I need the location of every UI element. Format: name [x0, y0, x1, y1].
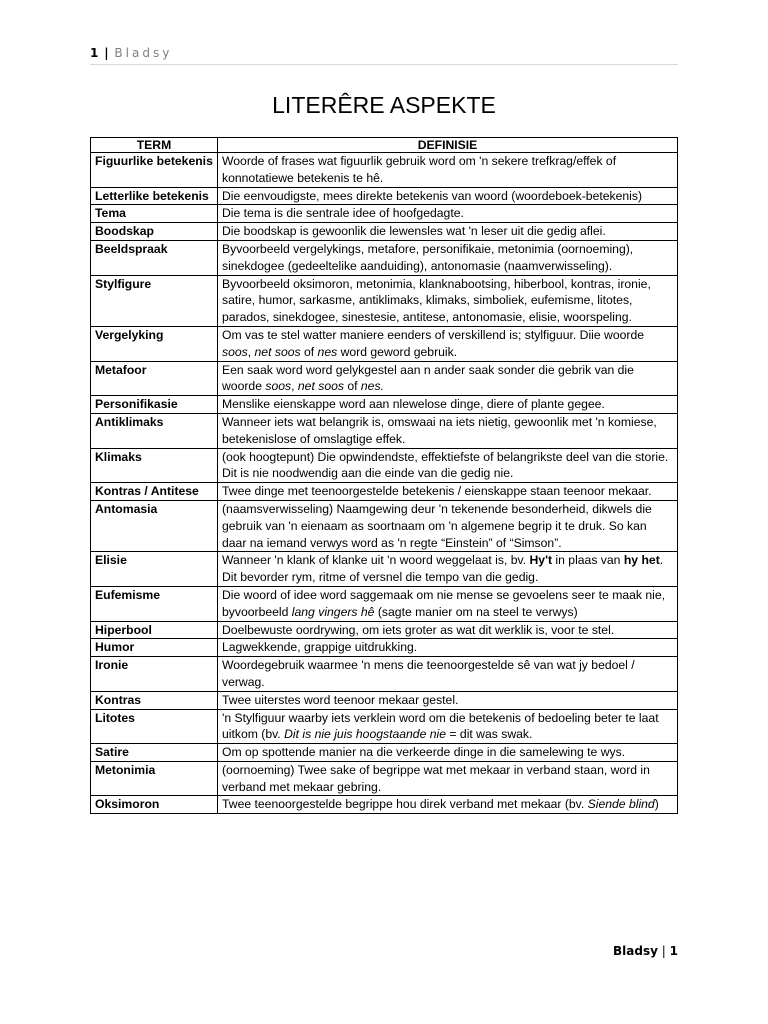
definition-text: Om op spottende manier na die verkeerde dinge in die samelewing te wys.: [222, 745, 626, 760]
definition-cell: [218, 761, 678, 796]
terms-table: [90, 137, 678, 814]
definition-text: Twee dinge met teenoorgestelde betekenis / eienskappe staan teenoor mekaar.: [222, 484, 652, 499]
page-footer: [613, 944, 678, 958]
definition-text: Wanneer iets wat belangrik is, omswaai na iets nietig, gewoonlik met 'n komiese, betekenislose of omslagtige effek.: [222, 414, 657, 446]
definition-text: Twee teenoorgestelde begrippe hou direk verband met mekaar (bv.: [222, 797, 588, 812]
table-row: [91, 657, 678, 692]
definition-cell: [218, 153, 678, 188]
definition-text: Doelbewuste oordrywing, om iets groter as wat dit werklik is, voor te stel.: [222, 622, 615, 637]
table-row: [91, 621, 678, 639]
definition-cell: [218, 361, 678, 396]
definition-text: Byvoorbeeld oksimoron, metonimia, klanknabootsing, hiberbool, kontras, ironie, satire, humor, sarkasme, antiklimaks, klimaks, simboliek, eufemisme, litotes, parados, sinekdogee, sinestesie, antitese, antonomasie, elisie, woorspeling.: [222, 276, 651, 325]
definition-text: (naamsverwisseling) Naamgewing deur 'n tekenende besonderheid, dikwels die gebruik van 'n eienaam as soortnaam om 'n algemene begrip it te druk. So kan daar na iemand verwys word as 'n regte “Einstein” of “Simson”.: [222, 501, 652, 550]
table-row: [91, 709, 678, 744]
definition-text: = dit was swak.: [446, 727, 533, 742]
term-cell: Letterlike betekenis: [91, 187, 218, 205]
footer-separator: |: [661, 944, 666, 958]
definition-cell: [218, 187, 678, 205]
table-row: [91, 240, 678, 275]
definition-text: Menslike eienskappe word aan nlewelose dinge, diere of plante gegee.: [222, 397, 605, 412]
definition-text: of: [300, 344, 318, 359]
definition-text: . Dit bevorder rym, ritme of versnel die tempo van die gedig.: [222, 553, 664, 585]
definition-text: Woorde of frases wat figuurlik gebruik word om 'n sekere trefkrag/effek of konnotatiewe betekenis te hê.: [222, 154, 617, 185]
table-row: [91, 500, 678, 551]
term-cell: Vergelyking: [91, 326, 218, 361]
definition-text: Die woord of idee word saggemaak om nie mense se gevoelens seer te maak nie, byvoorbeeld: [222, 587, 666, 619]
table-row: [91, 586, 678, 621]
table-row: [91, 744, 678, 762]
header-page-number: 1: [90, 46, 99, 60]
header-separator: |: [104, 46, 109, 60]
definition-text: Twee uiterstes word teenoor mekaar gestel.: [222, 692, 459, 707]
table-row: [91, 223, 678, 241]
table-row: [91, 153, 678, 188]
page-header: [90, 46, 678, 65]
definition-text: word geword gebruik.: [337, 344, 458, 359]
term-cell: Elisie: [91, 552, 218, 587]
term-cell: Ironie: [91, 657, 218, 692]
term-cell: Boodskap: [91, 223, 218, 241]
definition-text: 'n Stylfiguur waarby iets verklein word om die betekenis of bedoeling beter te laat uitkom (bv.: [222, 710, 659, 742]
table-row: [91, 326, 678, 361]
definition-text: (ook hoogtepunt) Die opwindendste, effektiefste of belangrikste deel van die storie. Dit is nie noodwendig aan die einde van die gedig nie.: [222, 449, 669, 481]
definition-text: Die tema is die sentrale idee of hoofgedagte.: [222, 206, 464, 221]
header-word: Bladsy: [114, 46, 173, 60]
table-row: [91, 691, 678, 709]
table-row: [91, 483, 678, 501]
definition-cell: [218, 552, 678, 587]
term-cell: Antomasia: [91, 500, 218, 551]
footer-label: Bladsy: [613, 944, 658, 958]
term-cell: Klimaks: [91, 448, 218, 483]
term-cell: Eufemisme: [91, 586, 218, 621]
definition-cell: [218, 744, 678, 762]
definition-text: Hy't: [529, 553, 553, 568]
definition-cell: [218, 223, 678, 241]
definition-cell: [218, 796, 678, 814]
table-row: [91, 639, 678, 657]
definition-text: Woordegebruik waarmee 'n mens die teenoorgestelde sê van wat jy bedoel / verwag.: [222, 658, 635, 689]
table-row: [91, 187, 678, 205]
table-row: [91, 396, 678, 414]
table-header-row: [91, 138, 678, 153]
definition-text: soos: [222, 344, 248, 359]
definition-text: Byvoorbeeld vergelykings, metafore, personifikaie, metonimia (oornoeming), sinekdogee (gedeeltelike aanduiding), antonomasie (naamverwisseling).: [222, 241, 634, 273]
definition-cell: [218, 240, 678, 275]
table-row: [91, 275, 678, 326]
term-cell: Litotes: [91, 709, 218, 744]
definition-text: Die eenvoudigste, mees direkte betekenis van woord (woordeboek-betekenis): [222, 188, 643, 203]
definition-text: Dit is nie juis hoogstaande nie: [284, 727, 447, 742]
term-cell: Metonimia: [91, 761, 218, 796]
definition-cell: [218, 205, 678, 223]
definition-text: Om vas te stel watter maniere eenders of verskillend is; stylfiguur. Diie woorde: [222, 327, 644, 342]
table-row: [91, 796, 678, 814]
table-row: [91, 205, 678, 223]
term-cell: Kontras / Antitese: [91, 483, 218, 501]
definition-cell: [218, 709, 678, 744]
term-cell: Personifikasie: [91, 396, 218, 414]
table-row: [91, 761, 678, 796]
term-cell: Satire: [91, 744, 218, 762]
footer-page-number: 1: [669, 944, 678, 958]
term-cell: Kontras: [91, 691, 218, 709]
definition-cell: [218, 586, 678, 621]
definition-cell: [218, 483, 678, 501]
definition-cell: [218, 396, 678, 414]
definition-text: nes.: [360, 379, 384, 394]
table-row: [91, 448, 678, 483]
definition-cell: [218, 275, 678, 326]
term-cell: Metafoor: [91, 361, 218, 396]
definition-cell: [218, 691, 678, 709]
definition-cell: [218, 639, 678, 657]
definition-text: lang vingers hê: [291, 604, 375, 619]
term-cell: Hiperbool: [91, 621, 218, 639]
definition-text: ): [654, 797, 659, 812]
definition-cell: [218, 448, 678, 483]
definition-text: net soos: [297, 379, 344, 394]
term-cell: Antiklimaks: [91, 413, 218, 448]
term-cell: Humor: [91, 639, 218, 657]
definition-text: soos: [265, 379, 292, 394]
definition-text: (oornoeming) Twee sake of begrippe wat met mekaar in verband staan, word in verband met mekaar gebring.: [222, 762, 650, 794]
definition-text: Die boodskap is gewoonlik die lewensles wat 'n leser uit die gedig aflei.: [222, 224, 606, 239]
term-cell: Tema: [91, 205, 218, 223]
definition-cell: [218, 500, 678, 551]
page-title: LITERÊRE ASPEKTE: [272, 92, 496, 118]
table-row: [91, 552, 678, 587]
definition-text: Siende blind: [587, 797, 655, 812]
definition-text: (sagte manier om na steel te verwys): [374, 604, 578, 619]
definition-cell: [218, 621, 678, 639]
header-definition: DEFINISIE: [218, 138, 678, 153]
definition-text: nes: [317, 344, 338, 359]
term-cell: Stylfigure: [91, 275, 218, 326]
definition-text: in plaas van: [552, 553, 624, 568]
definition-text: ,: [291, 379, 298, 394]
definition-cell: [218, 413, 678, 448]
table-row: [91, 361, 678, 396]
definition-text: ,: [247, 344, 255, 359]
definition-cell: [218, 326, 678, 361]
header-term: TERM: [91, 138, 218, 153]
term-cell: Oksimoron: [91, 796, 218, 814]
table-row: [91, 413, 678, 448]
definition-text: of: [343, 379, 361, 394]
definition-text: Wanneer 'n klank of klanke uit 'n woord weggelaat is, bv.: [222, 553, 530, 568]
table-body: [91, 153, 678, 814]
definition-text: Lagwekkende, grappige uitdrukking.: [222, 640, 418, 655]
definition-text: Een saak word word gelykgestel aan n ander saak sonder die gebrik van die woorde: [222, 362, 634, 394]
definition-cell: [218, 657, 678, 692]
definition-text: net soos: [254, 344, 301, 359]
term-cell: Figuurlike betekenis: [91, 153, 218, 188]
term-cell: Beeldspraak: [91, 240, 218, 275]
definition-text: hy het: [623, 553, 660, 568]
